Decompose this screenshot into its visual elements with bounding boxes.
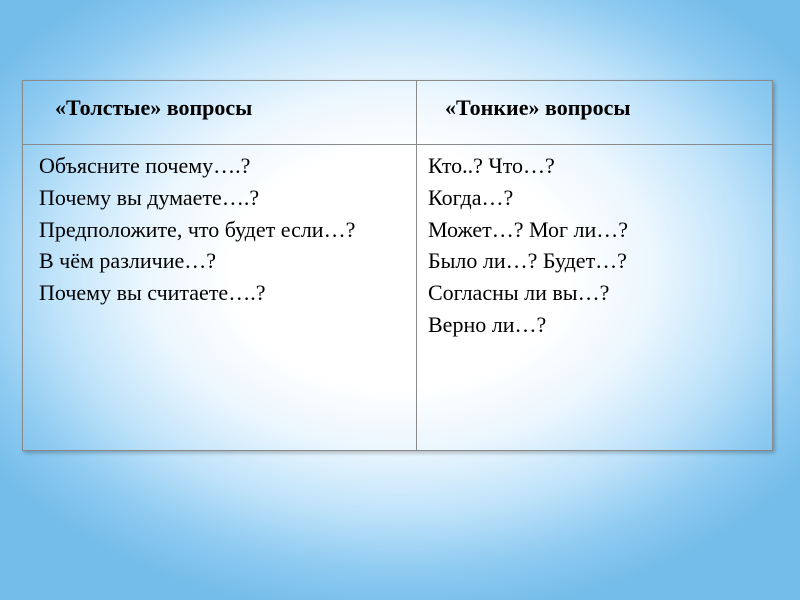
list-item: Когда…? [428, 184, 514, 210]
column-divider [416, 81, 417, 450]
header-thin-questions: «Тонкие» вопросы [445, 95, 631, 120]
list-item: Почему вы думаете….? [39, 184, 260, 210]
list-item: Предположите, что будет если…? [39, 216, 356, 242]
thin-questions-list [428, 150, 768, 341]
header-thick-questions: «Толстые» вопросы [55, 95, 253, 120]
list-item: Было ли…? Будет…? [428, 248, 627, 274]
list-item: Может…? Мог ли…? [428, 216, 629, 242]
list-item: Верно ли…? [428, 311, 547, 337]
header-divider [23, 144, 772, 145]
list-item: Объясните почему….? [39, 153, 251, 178]
questions-table [22, 80, 773, 451]
list-item: Кто..? Что…? [428, 153, 555, 178]
list-item: Почему вы считаете….? [39, 280, 266, 306]
list-item: Согласны ли вы…? [428, 280, 610, 306]
list-item: В чём различие…? [39, 248, 216, 274]
thick-questions-list [1, 150, 411, 309]
